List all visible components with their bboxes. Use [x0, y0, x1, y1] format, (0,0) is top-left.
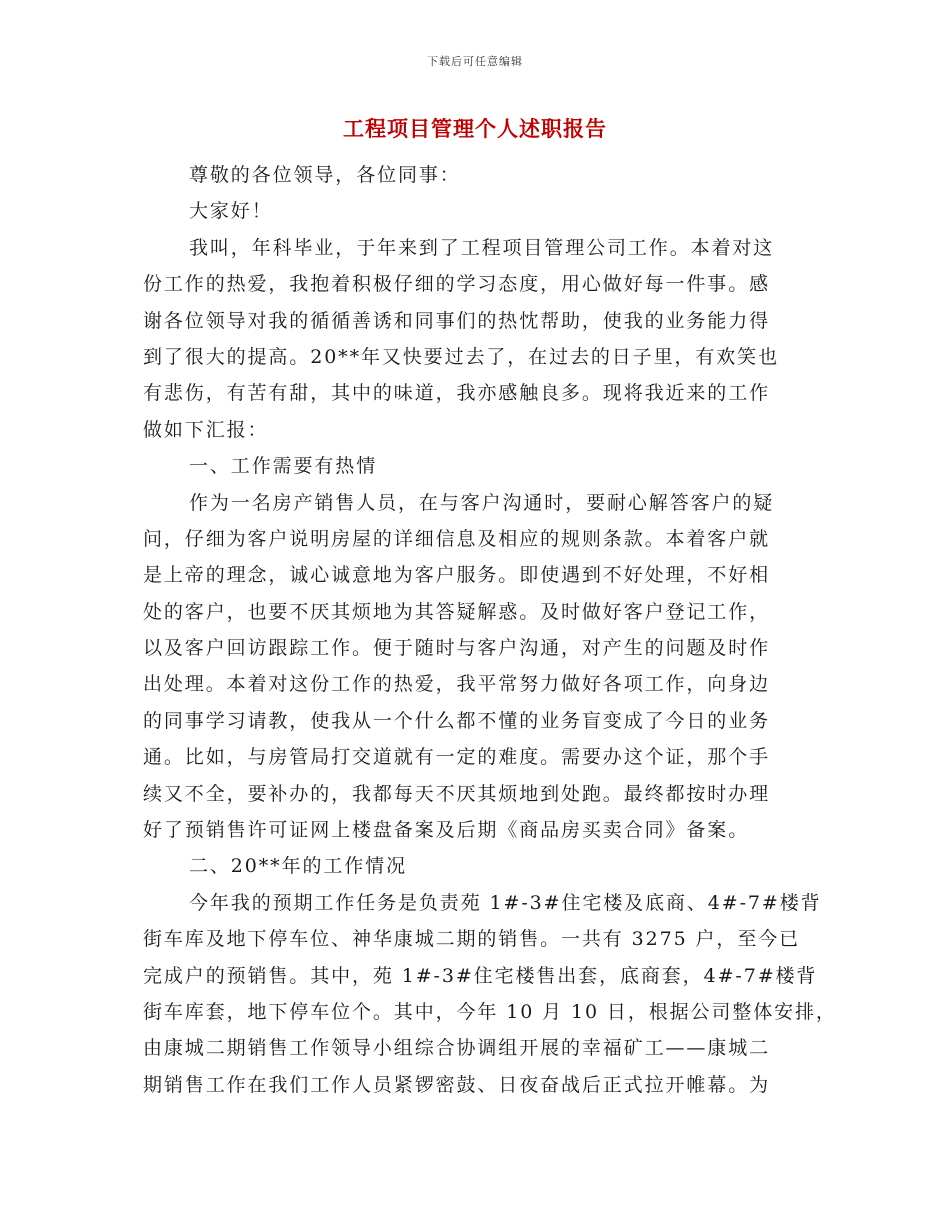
text-line: 今年我的预期工作任务是负责苑 1#-3#住宅楼及底商、4#-7#楼背 — [189, 891, 822, 914]
text-line: 以及客户回访跟踪工作。便于随时与客户沟通，对产生的问题及时作 — [143, 637, 771, 660]
text-line: 有悲伤，有苦有甜，其中的味道，我亦感触良多。现将我近来的工作 — [143, 382, 771, 405]
text-line: 到了很大的提高。20**年又快要过去了，在过去的日子里，有欢笑也 — [143, 345, 779, 368]
text-line: 出处理。本着对这份工作的热爱，我平常努力做好各项工作，向身边 — [143, 673, 771, 696]
text-line: 一、工作需要有热情 — [189, 455, 378, 478]
text-line: 街车库套，地下停车位个。其中，今年 10 月 10 日，根据公司整体安排， — [143, 1000, 837, 1023]
header-note: 下载后可任意编辑 — [427, 55, 523, 68]
text-line: 谢各位领导对我的循循善诱和同事们的热忱帮助，使我的业务能力得 — [143, 309, 771, 332]
text-line: 大家好！ — [189, 200, 273, 223]
text-line: 由康城二期销售工作领导小组综合协调组开展的幸福矿工——康城二 — [143, 1037, 771, 1060]
text-line: 的同事学习请教，使我从一个什么都不懂的业务盲变成了今日的业务 — [143, 709, 771, 732]
text-line: 街车库及地下停车位、神华康城二期的销售。一共有 3275 户，至今已 — [143, 928, 801, 951]
text-line: 我叫，年科毕业，于年来到了工程项目管理公司工作。本着对这 — [189, 236, 775, 259]
document-body — [143, 157, 837, 1103]
text-line: 好了预销售许可证网上楼盘备案及后期《商品房买卖合同》备案。 — [143, 819, 750, 842]
text-line: 处的客户，也要不厌其烦地为其答疑解惑。及时做好客户登记工作， — [143, 600, 771, 623]
text-line: 通。比如，与房管局打交道就有一定的难度。需要办这个证，那个手 — [143, 746, 771, 769]
text-line: 问，仔细为客户说明房屋的详细信息及相应的规则条款。本着客户就 — [143, 527, 771, 550]
text-line: 份工作的热爱，我抱着积极仔细的学习态度，用心做好每一件事。感 — [143, 273, 771, 296]
text-line: 二、20**年的工作情况 — [189, 855, 407, 878]
document-title: 工程项目管理个人述职报告 — [343, 116, 607, 141]
text-line: 是上帝的理念，诚心诚意地为客户服务。即使遇到不好处理，不好相 — [143, 564, 771, 587]
text-line: 作为一名房产销售人员，在与客户沟通时，要耐心解答客户的疑 — [189, 491, 775, 514]
text-line: 做如下汇报： — [143, 418, 269, 441]
text-line: 续又不全，要补办的，我都每天不厌其烦地到处跑。最终都按时办理 — [143, 782, 771, 805]
text-line: 期销售工作在我们工作人员紧锣密鼓、日夜奋战后正式拉开帷幕。为 — [143, 1073, 771, 1096]
text-line: 完成户的预销售。其中，苑 1#-3#住宅楼售出套，底商套，4#-7#楼背 — [143, 964, 818, 987]
text-line: 尊敬的各位领导，各位同事： — [189, 164, 461, 186]
